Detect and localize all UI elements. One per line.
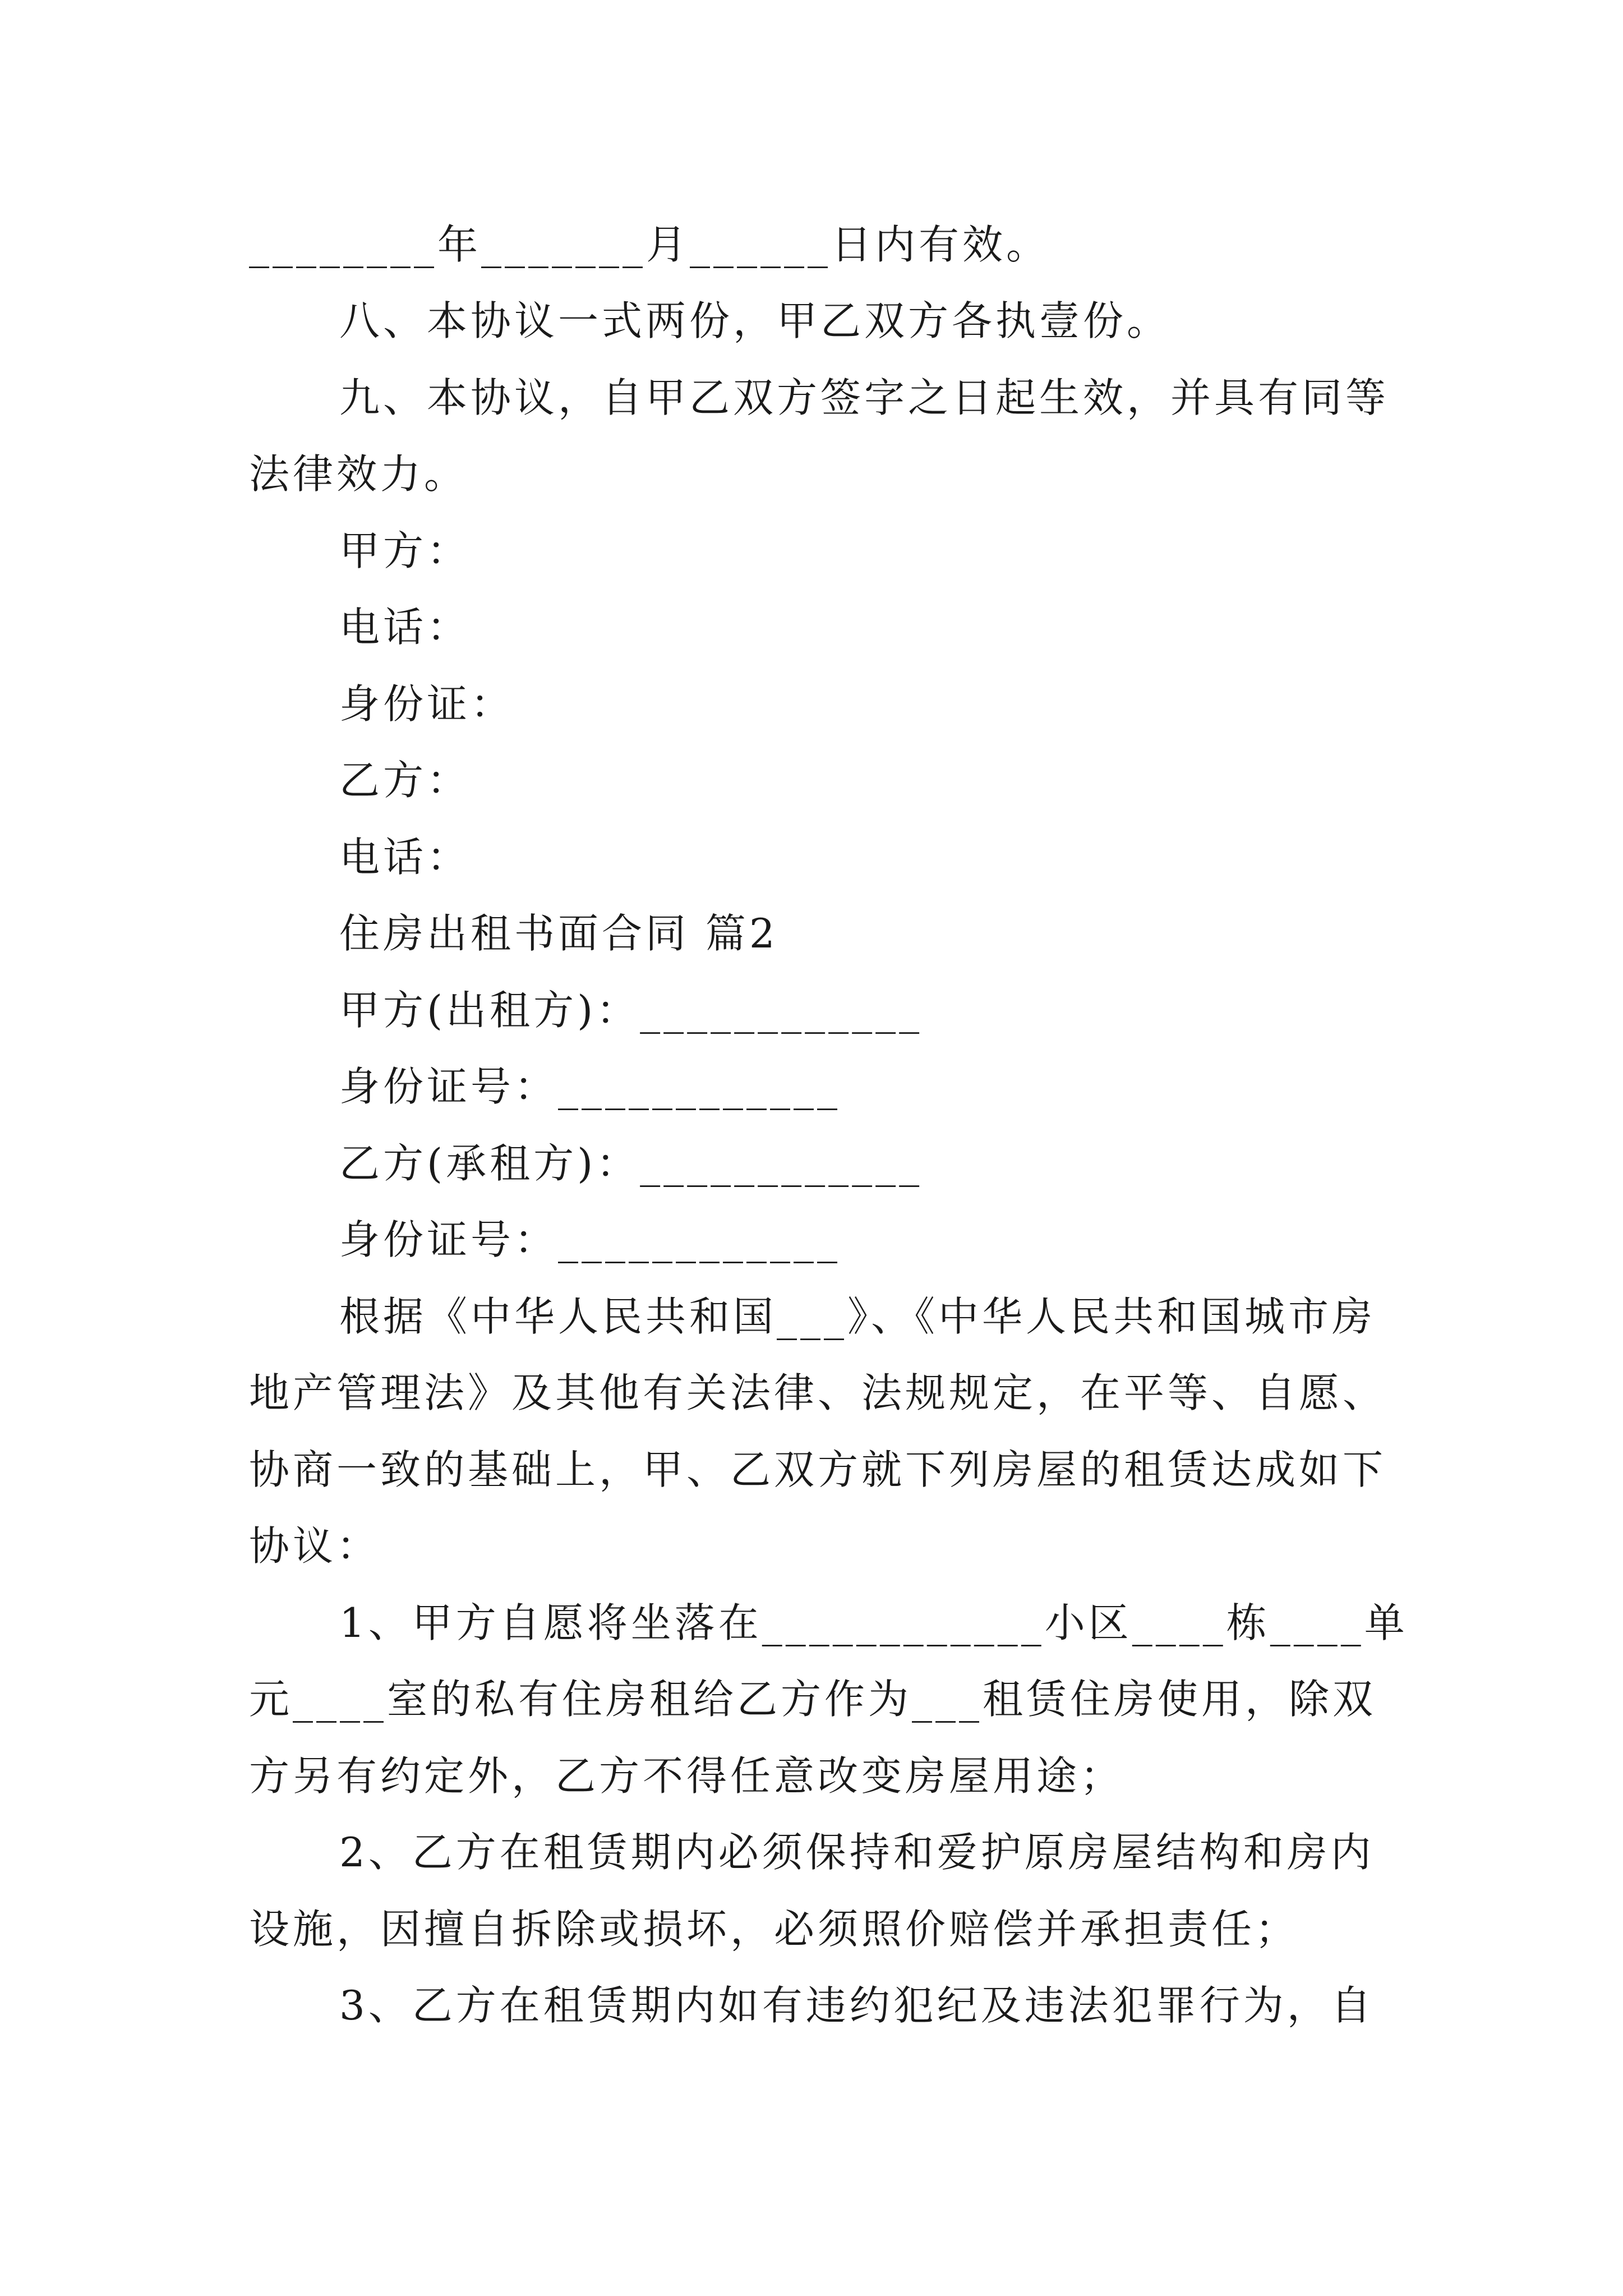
text-line: 身份证： bbox=[339, 680, 515, 728]
text-line: 1、甲方自愿将坐落在____________小区____栋____单 bbox=[339, 1599, 1408, 1646]
text-line: 协议： bbox=[249, 1522, 381, 1570]
text-line: 电话： bbox=[339, 834, 471, 881]
text-line: 协商一致的基础上，甲、乙双方就下列房屋的租赁达成如下 bbox=[249, 1446, 1387, 1493]
text-line: 元____室的私有住房租给乙方作为___租赁住房使用，除双 bbox=[249, 1676, 1377, 1723]
text-line: 电话： bbox=[339, 604, 471, 651]
text-line: 乙方(承租方)：____________ bbox=[339, 1140, 923, 1187]
section-heading: 住房出租书面合同 篇2 bbox=[339, 910, 778, 957]
text-line: 法律效力。 bbox=[249, 450, 468, 498]
text-line: 方另有约定外，乙方不得任意改变房屋用途； bbox=[249, 1752, 1124, 1800]
text-line: 身份证号：____________ bbox=[339, 1063, 841, 1110]
text-line: 九、本协议，自甲乙双方签字之日起生效，并具有同等 bbox=[339, 374, 1390, 421]
text-line: 地产管理法》及其他有关法律、法规规定，在平等、自愿、 bbox=[249, 1369, 1387, 1416]
text-line: ________年_______月______日内有效。 bbox=[249, 221, 1050, 268]
text-line: 身份证号：____________ bbox=[339, 1216, 841, 1263]
text-line: 八、本协议一式两份，甲乙双方各执壹份。 bbox=[339, 297, 1171, 344]
text-line: 3、乙方在租赁期内如有违约犯纪及违法犯罪行为，自 bbox=[339, 1982, 1375, 2029]
text-line: 设施，因擅自拆除或损坏，必须照价赔偿并承担责任； bbox=[249, 1906, 1299, 1953]
text-line: 2、乙方在租赁期内必须保持和爱护原房屋结构和房内 bbox=[339, 1829, 1375, 1876]
text-line: 乙方： bbox=[339, 757, 471, 804]
text-line: 甲方(出租方)：____________ bbox=[339, 987, 923, 1034]
text-line: 根据《中华人民共和国___》、《中华人民共和国城市房 bbox=[339, 1293, 1376, 1340]
text-line: 甲方： bbox=[339, 527, 471, 574]
